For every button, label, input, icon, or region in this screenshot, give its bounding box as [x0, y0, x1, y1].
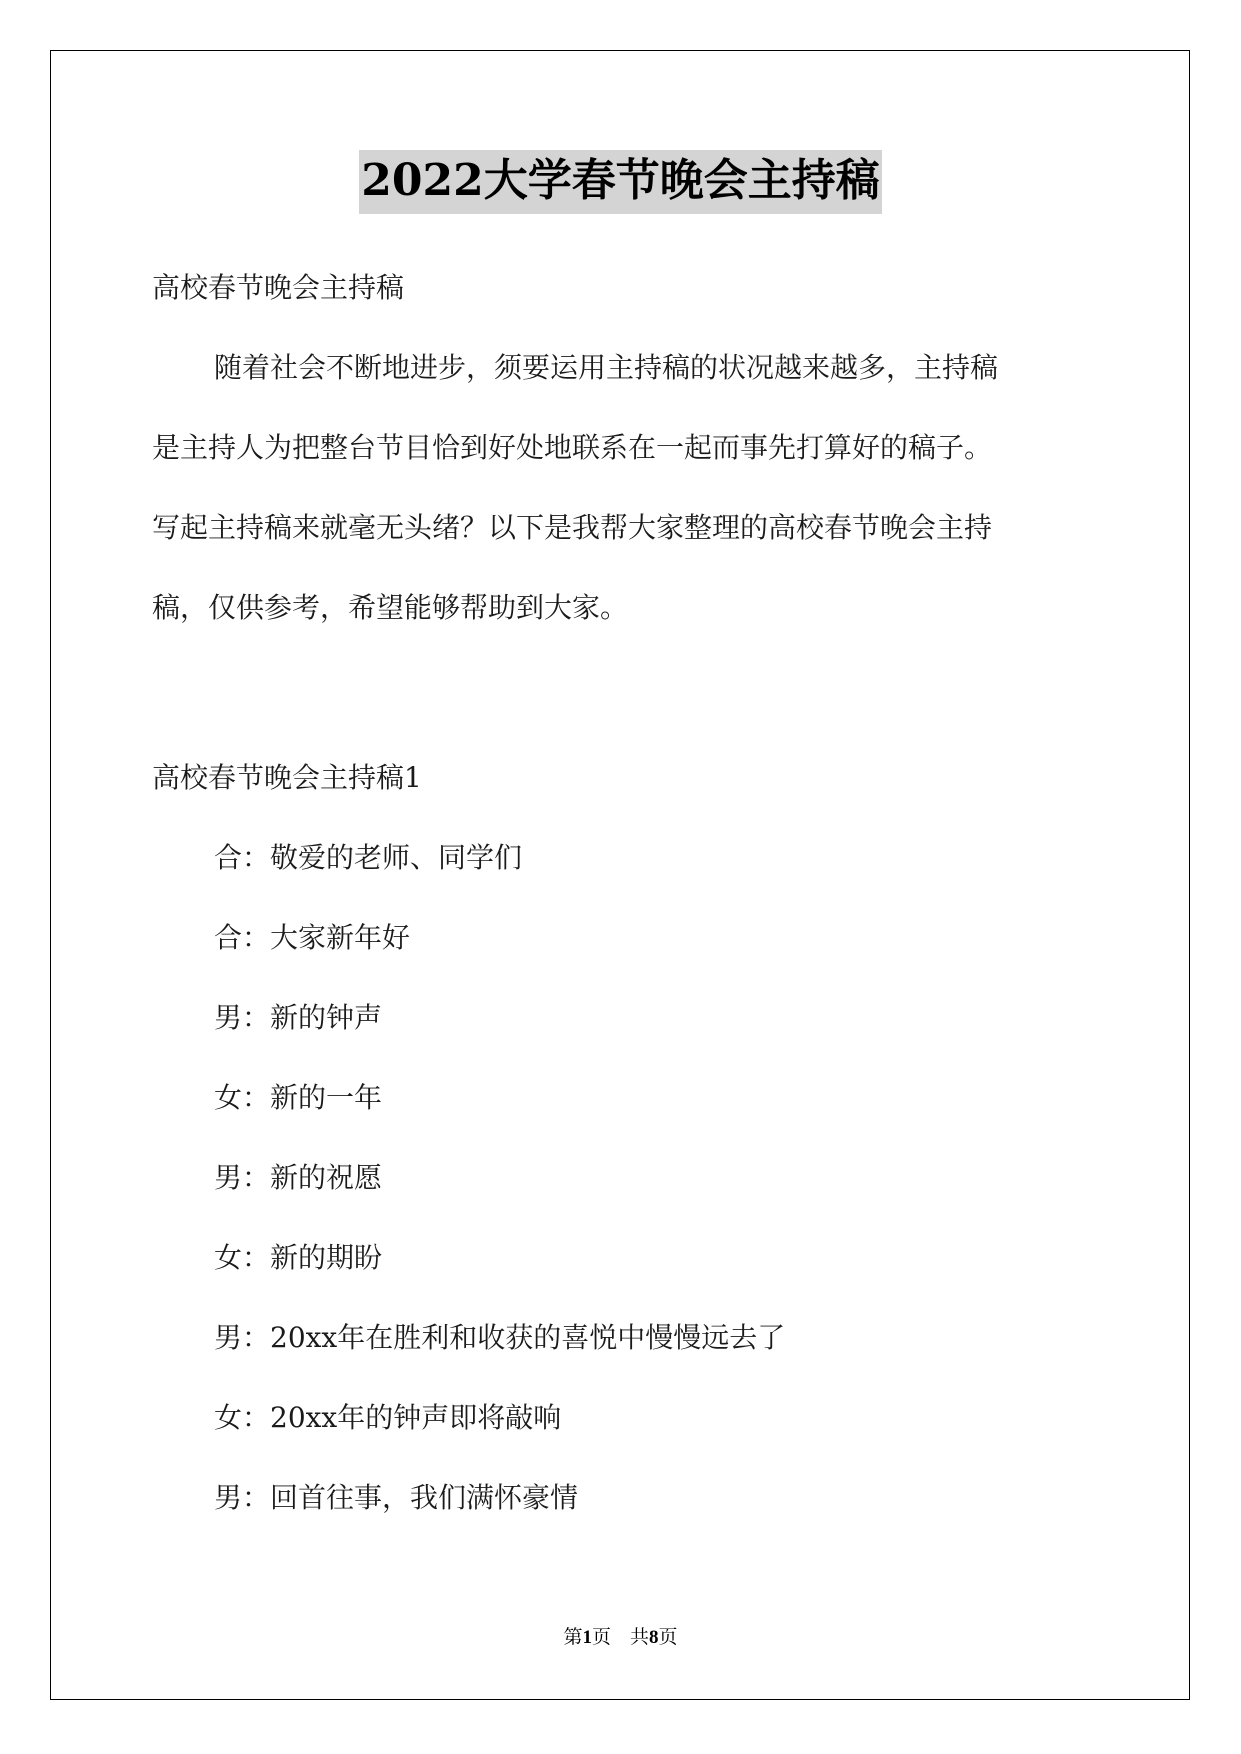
script-line: 合：大家新年好 — [214, 921, 411, 954]
page-footer — [0, 1622, 1241, 1649]
footer-mid: 页 共 — [591, 1627, 649, 1648]
script-line: 男：新的钟声 — [214, 1001, 383, 1034]
script-line: 男：新的祝愿 — [214, 1161, 383, 1194]
script-line: 女：20xx年的钟声即将敲响 — [214, 1401, 562, 1434]
intro-line: 是主持人为把整台节目恰到好处地联系在一起而事先打算好的稿子。 — [152, 431, 993, 464]
intro-line: 随着社会不断地进步，须要运用主持稿的状况越来越多，主持稿 — [214, 351, 999, 384]
section-heading: 高校春节晚会主持稿1 — [152, 761, 422, 794]
intro-line: 写起主持稿来就毫无头绪？以下是我帮大家整理的高校春节晚会主持 — [152, 511, 993, 544]
script-line: 女：新的期盼 — [214, 1241, 383, 1274]
subtitle: 高校春节晚会主持稿 — [152, 271, 405, 304]
intro-line: 稿，仅供参考，希望能够帮助到大家。 — [152, 591, 629, 624]
script-line: 男：回首往事，我们满怀豪情 — [214, 1481, 579, 1514]
title-container — [0, 150, 1241, 214]
document-title: 2022大学春节晚会主持稿 — [359, 150, 881, 214]
current-page-number: 1 — [582, 1627, 592, 1648]
total-page-count: 8 — [649, 1627, 659, 1648]
footer-suffix: 页 — [658, 1627, 678, 1648]
script-line: 男：20xx年在胜利和收获的喜悦中慢慢远去了 — [214, 1321, 786, 1354]
footer-prefix: 第 — [563, 1627, 583, 1648]
script-line: 合：敬爱的老师、同学们 — [214, 841, 523, 874]
script-line: 女：新的一年 — [214, 1081, 383, 1114]
